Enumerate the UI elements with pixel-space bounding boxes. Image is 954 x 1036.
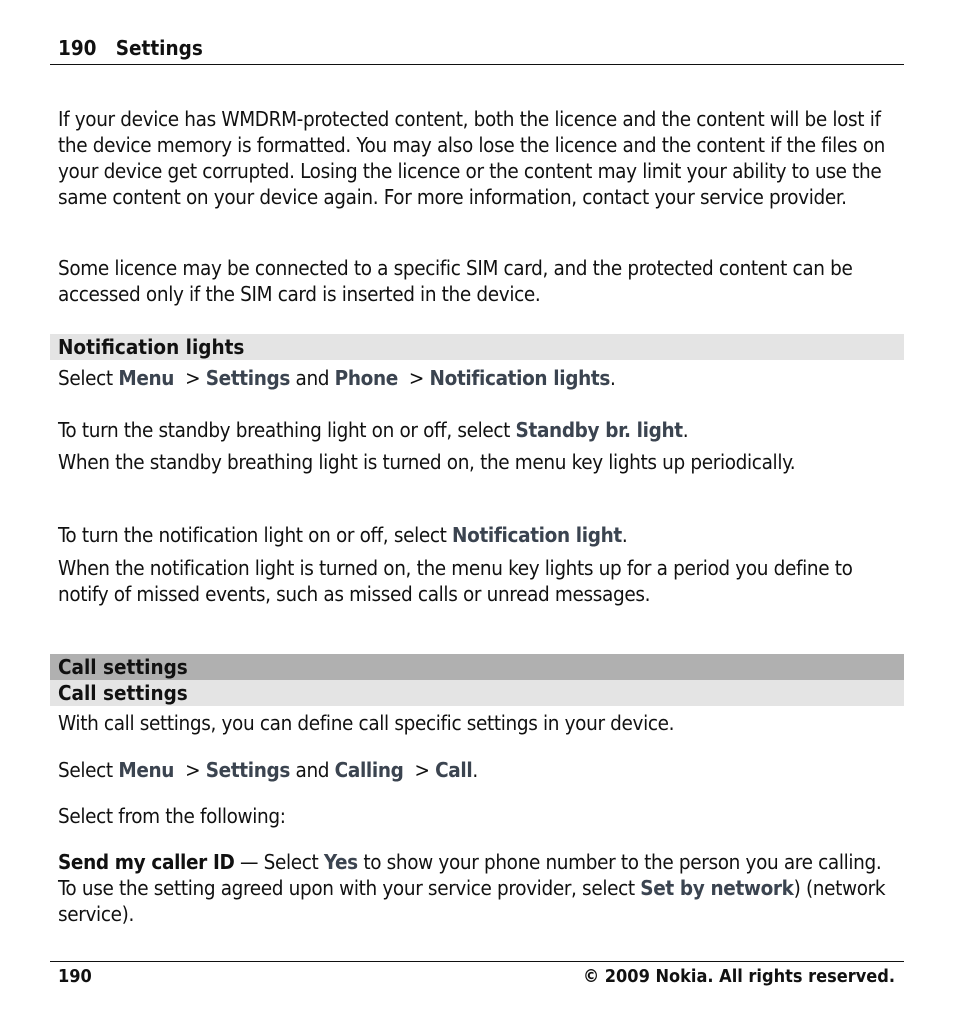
item-description-text: to show your phone number to the person you are calling. To use the setting agreed upon with your service provider, select [58, 850, 882, 900]
running-header [58, 36, 203, 60]
path-period: . [609, 366, 616, 390]
notification-light-instruction [58, 522, 903, 548]
send-caller-id-item [58, 849, 903, 927]
standby-light-option: Standby br. light [515, 418, 683, 442]
path-separator: > [408, 366, 425, 390]
notification-period: . [621, 523, 628, 547]
call-settings-subheading: Call settings [58, 681, 188, 705]
path-and-text: and [295, 758, 330, 782]
yes-option: Yes [323, 850, 358, 874]
notification-menu-path [58, 365, 903, 391]
path-calling: Calling [334, 758, 404, 782]
path-menu: Menu [118, 366, 175, 390]
standby-light-instruction [58, 417, 903, 443]
path-select-text: Select [58, 366, 113, 390]
call-settings-intro: With call settings, you can define call specific settings in your device. [58, 711, 675, 735]
path-period: . [472, 758, 478, 782]
notification-light-option: Notification light [452, 523, 622, 547]
path-call: Call [435, 758, 473, 782]
send-caller-id-term: Send my caller ID [58, 850, 235, 874]
path-separator: > [185, 366, 201, 390]
path-separator: > [414, 758, 430, 782]
footer-copyright: © 2009 Nokia. All rights reserved. [582, 966, 895, 987]
header-page-number: 190 [58, 36, 97, 60]
item-end-text: ) (network service). [58, 876, 886, 926]
header-rule [50, 64, 904, 65]
call-menu-path [58, 757, 903, 783]
select-from-following: Select from the following: [58, 804, 286, 828]
path-settings: Settings [205, 758, 290, 782]
path-menu: Menu [118, 758, 175, 782]
sim-licence-paragraph: Some licence may be connected to a specific SIM card, and the protected content can be accessed only if the SIM card is inserted in the device. [58, 256, 853, 306]
set-by-network-option: Set by network [640, 876, 794, 900]
path-phone: Phone [334, 366, 398, 390]
path-select-text: Select [58, 758, 113, 782]
call-settings-section-heading: Call settings [58, 655, 188, 679]
path-notification-lights: Notification lights [429, 366, 610, 390]
notification-light-description: When the notification light is turned on, the menu key lights up for a period you define to notify of missed events, such as missed calls or unread messages. [58, 556, 853, 606]
item-dash-text: — Select [234, 850, 324, 874]
notification-instruction-text: To turn the notification light on or off, select [58, 523, 447, 547]
call-settings-subheading-band [50, 680, 904, 706]
standby-light-description: When the standby breathing light is turned on, the menu key lights up periodically. [58, 450, 796, 474]
footer-page-number: 190 [58, 966, 92, 987]
footer-rule [50, 961, 904, 962]
path-and-text: and [295, 366, 330, 390]
path-settings: Settings [205, 366, 290, 390]
call-settings-section-band [50, 654, 904, 680]
standby-period: . [682, 418, 689, 442]
path-separator: > [185, 758, 201, 782]
standby-instruction-text: To turn the standby breathing light on or off, select [58, 418, 511, 442]
notification-lights-heading: Notification lights [58, 335, 245, 359]
wmdrm-paragraph: If your device has WMDRM-protected content, both the licence and the content will be lost if the device memory is formatted. You may also lose the licence and the content if the files on your device get corrupted. Losing the licence or the content may limit your ability to use the same content on your device again. For more information, contact your service provider. [58, 107, 885, 209]
header-section-title: Settings [115, 36, 203, 60]
notification-lights-heading-band [50, 334, 904, 360]
